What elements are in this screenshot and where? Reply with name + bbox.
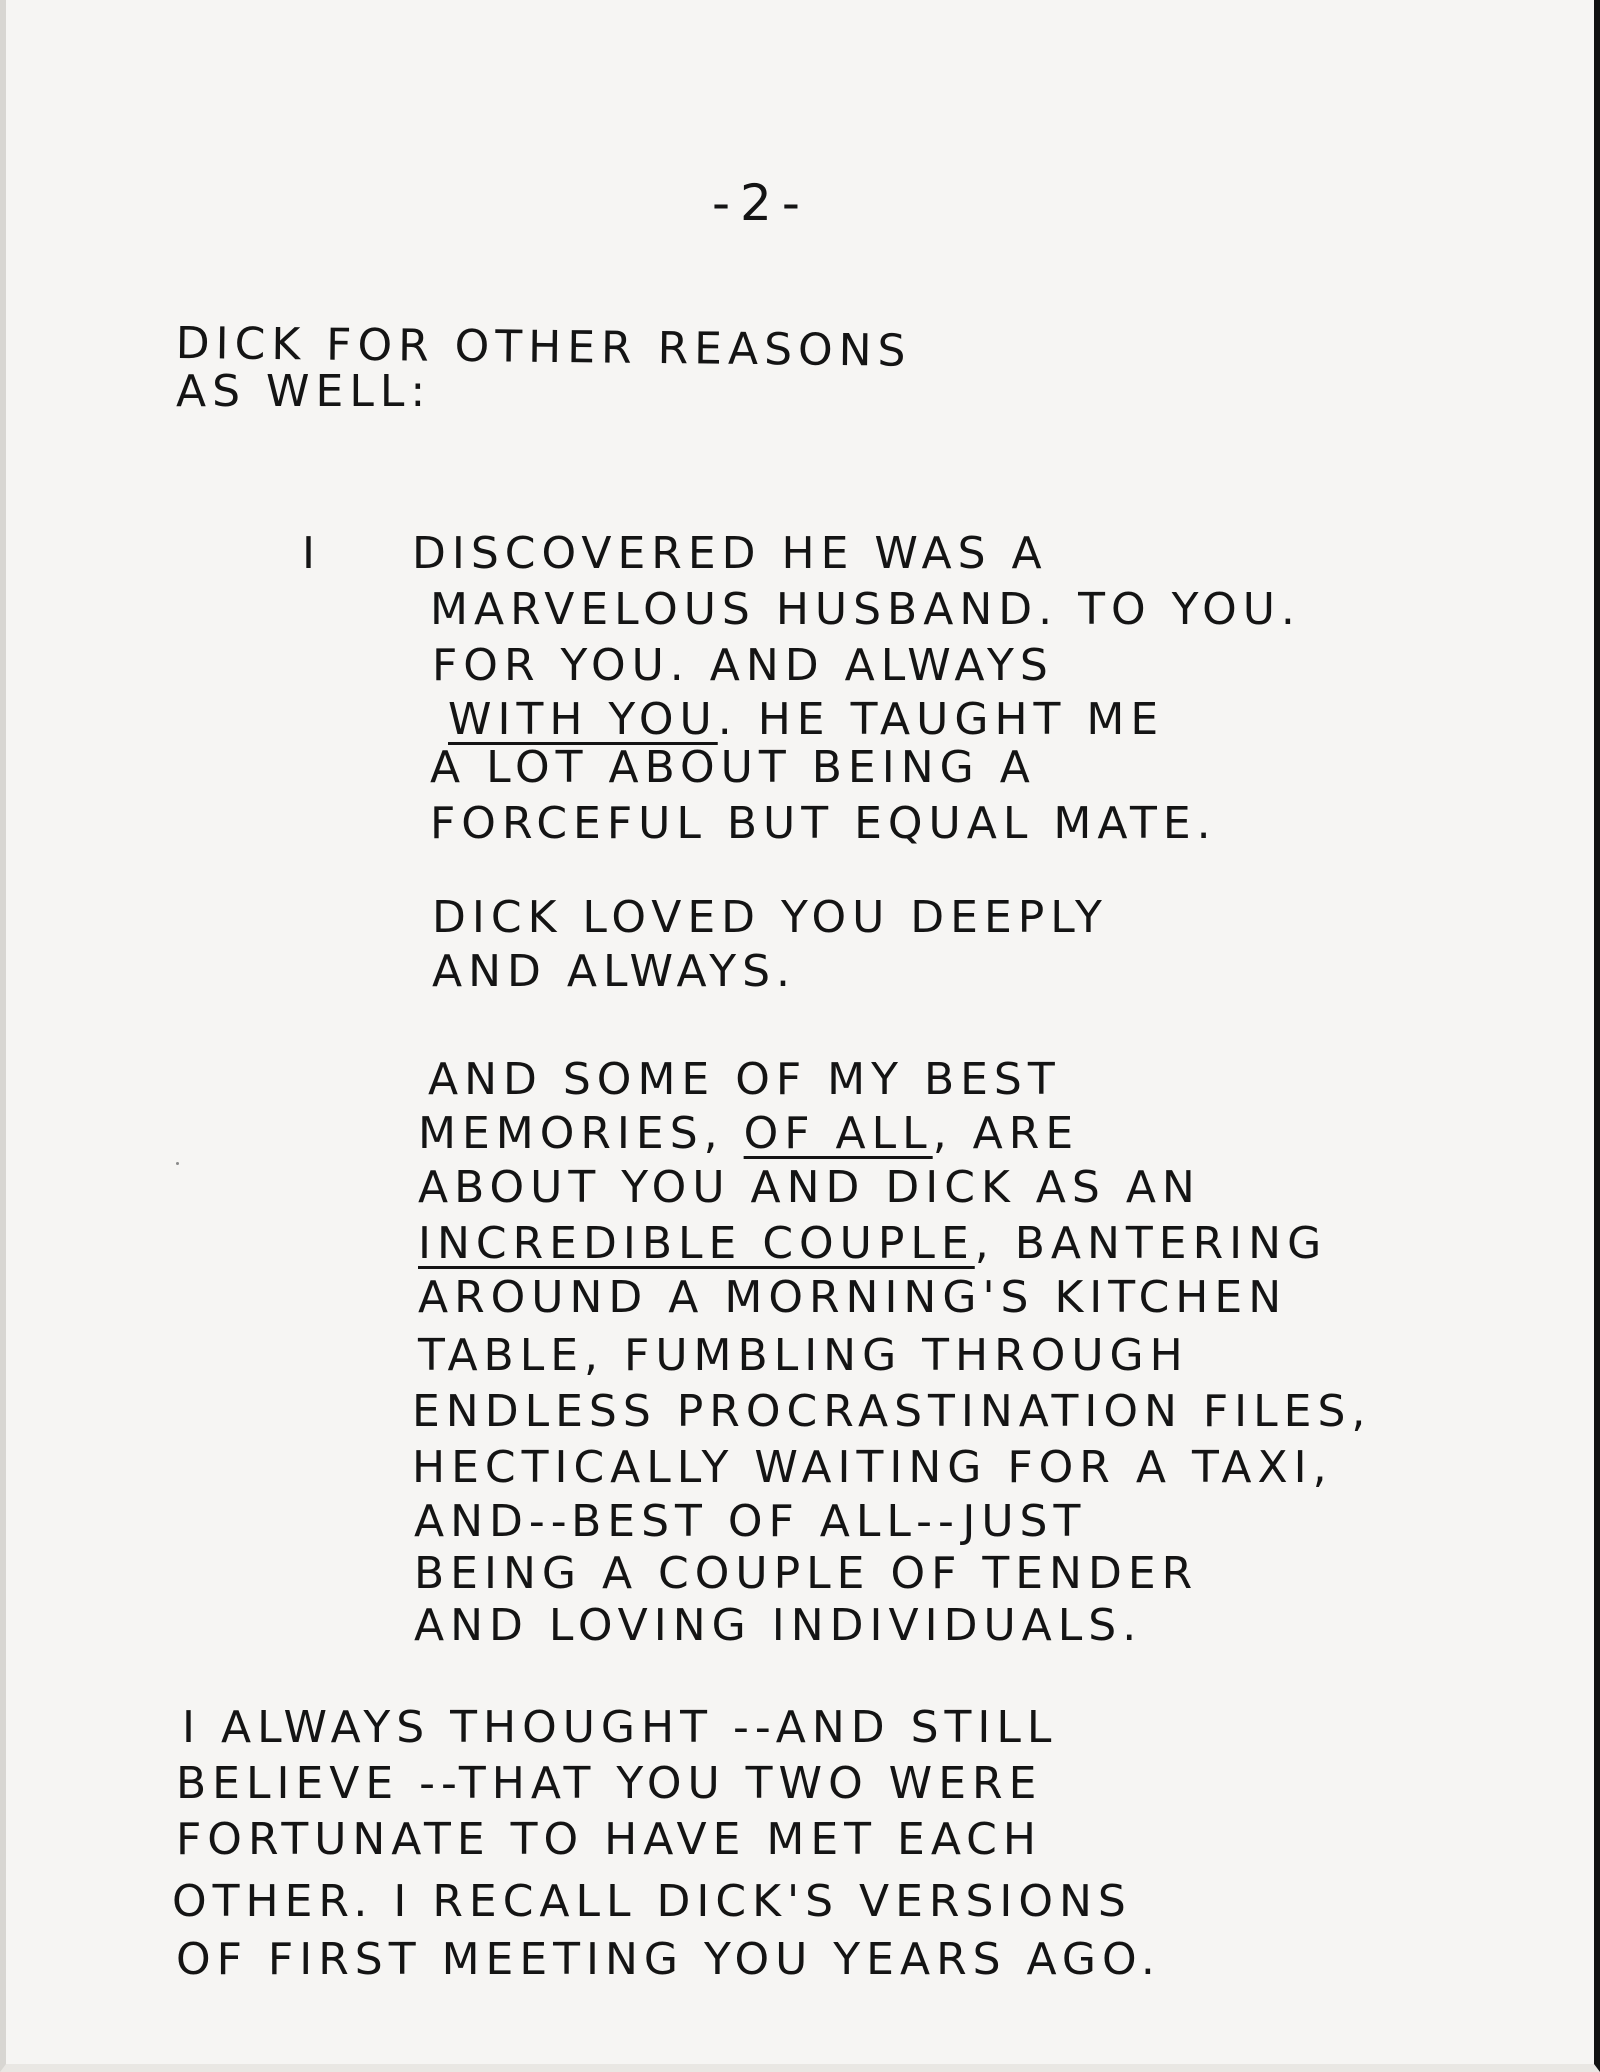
- p2-line-2: AND ALWAYS.: [432, 946, 797, 997]
- paper-speck: [176, 1162, 179, 1165]
- p1-line-6: FORCEFUL BUT EQUAL MATE.: [430, 798, 1217, 849]
- intro-line-1: DICK FOR OTHER REASONS: [175, 318, 912, 377]
- p3-line-2: [418, 1108, 1080, 1159]
- p3-line-9: AND--BEST OF ALL--JUST: [414, 1496, 1087, 1547]
- p3-line-4: [418, 1218, 1328, 1269]
- p3-underlined-1: OF ALL: [743, 1108, 933, 1159]
- closing-line-1: I ALWAYS THOUGHT --AND STILL: [182, 1702, 1058, 1753]
- p3-line-3: ABOUT YOU AND DICK AS AN: [418, 1162, 1201, 1213]
- p3-line-11: AND LOVING INDIVIDUALS.: [414, 1600, 1143, 1651]
- p1-line-4: [448, 694, 1165, 745]
- p1-line-2: MARVELOUS HUSBAND. TO YOU.: [430, 584, 1301, 635]
- p3-line-4-rest: , BANTERING: [974, 1218, 1328, 1269]
- p3-line-6: TABLE, FUMBLING THROUGH: [418, 1330, 1189, 1381]
- closing-line-2: BELIEVE --THAT YOU TWO WERE: [176, 1758, 1043, 1809]
- p3-underlined-2: INCREDIBLE COUPLE: [418, 1218, 975, 1269]
- p3-line-7: ENDLESS PROCRASTINATION FILES,: [412, 1386, 1372, 1437]
- p2-line-1: DICK LOVED YOU DEEPLY: [432, 892, 1108, 943]
- intro-line-2: AS WELL:: [176, 366, 432, 417]
- page-number: -2-: [712, 174, 810, 232]
- p3-line-1: AND SOME OF MY BEST: [428, 1054, 1061, 1105]
- p1-line-5: A LOT ABOUT BEING A: [430, 742, 1036, 793]
- p3-line-8: HECTICALLY WAITING FOR A TAXI,: [412, 1442, 1333, 1493]
- closing-line-4: OTHER. I RECALL DICK'S VERSIONS: [172, 1876, 1132, 1927]
- p1-line-3: FOR YOU. AND ALWAYS: [432, 640, 1054, 691]
- p3-line-10: BEING A COUPLE OF TENDER: [414, 1548, 1199, 1599]
- p3-line-2-end: , ARE: [932, 1108, 1080, 1159]
- list-marker: I: [302, 528, 321, 579]
- p1-line-4-rest: . HE TAUGHT ME: [717, 694, 1165, 745]
- closing-line-5: OF FIRST MEETING YOU YEARS AGO.: [176, 1934, 1161, 1985]
- p1-line-1: DISCOVERED HE WAS A: [412, 528, 1048, 579]
- closing-line-3: FORTUNATE TO HAVE MET EACH: [176, 1814, 1042, 1865]
- p3-line-2-start: MEMORIES,: [418, 1108, 744, 1159]
- p1-underlined: WITH YOU: [448, 694, 718, 745]
- p3-line-5: AROUND A MORNING'S KITCHEN: [418, 1272, 1288, 1323]
